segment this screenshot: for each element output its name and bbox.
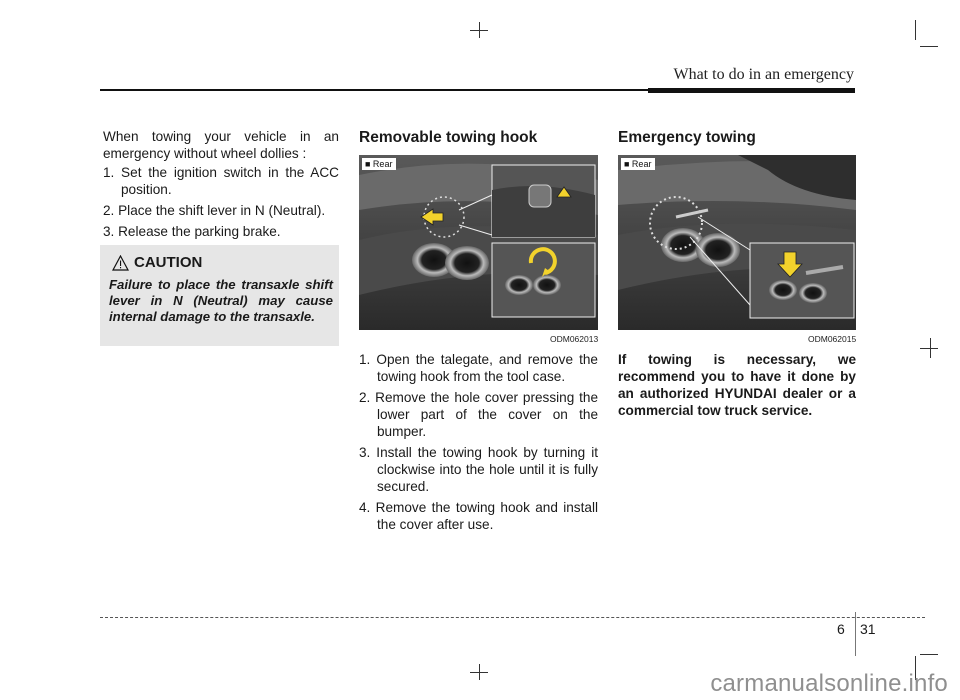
header-rule-accent <box>648 88 855 93</box>
warning-icon <box>112 255 129 271</box>
section-title-towing-hook: Removable towing hook <box>359 129 538 146</box>
caution-box <box>100 245 339 346</box>
list-item: 3. Release the parking brake. <box>103 224 281 239</box>
left-column <box>103 128 339 244</box>
towing-hook-step-list <box>359 351 598 533</box>
list-item: 2. Remove the hole cover pressing the lower part of the cover on the bumper. <box>359 390 598 439</box>
crop-mark <box>920 348 938 349</box>
emergency-towing-text: If towing is necessary, we recommend you to have it done by an authorized HYUNDAI dealer or a commercial tow truck service. <box>618 352 856 418</box>
section-number: 6 <box>837 621 845 637</box>
figure-label: ■ Rear <box>362 158 396 170</box>
rear-bumper-drawing <box>359 155 598 330</box>
page-number-divider <box>855 612 856 656</box>
rear-bumper-drawing <box>618 155 856 330</box>
towing-hook-illustration <box>359 155 598 330</box>
ignition-steps <box>103 164 339 240</box>
emergency-towing-illustration <box>618 155 856 330</box>
list-item: 2. Place the shift lever in N (Neutral). <box>103 203 326 218</box>
towing-hook-steps <box>359 351 598 537</box>
list-item: 4. Remove the towing hook and install the cover after use. <box>359 500 598 532</box>
section-title-emergency-towing: Emergency towing <box>618 129 756 146</box>
watermark: carmanualsonline.info <box>710 670 948 697</box>
crop-mark <box>915 20 916 40</box>
list-item: 1. Open the talegate, and remove the towing hook from the tool case. <box>359 352 598 384</box>
caution-title: CAUTION <box>134 254 203 271</box>
crop-mark <box>470 672 488 673</box>
list-item: 3. Install the towing hook by turning it clockwise into the hole until it is fully secured. <box>359 445 598 494</box>
page-number: 31 <box>860 621 876 637</box>
intro-text: When towing your vehicle in an emergency without wheel dollies : <box>103 129 339 161</box>
crop-mark <box>470 30 488 31</box>
figure-label: ■ Rear <box>621 158 655 170</box>
list-item: 1. Set the ignition switch in the ACC position. <box>103 165 339 197</box>
crop-mark <box>920 654 938 655</box>
caution-text: Failure to place the transaxle shift lever in N (Neutral) may cause internal damage to the transaxle. <box>109 277 333 324</box>
footer-rule <box>100 617 925 618</box>
figure-code: ODM062013 <box>550 334 599 344</box>
crop-mark <box>920 46 938 47</box>
figure-code: ODM062015 <box>808 334 857 344</box>
page-header-title: What to do in an emergency <box>673 66 854 83</box>
